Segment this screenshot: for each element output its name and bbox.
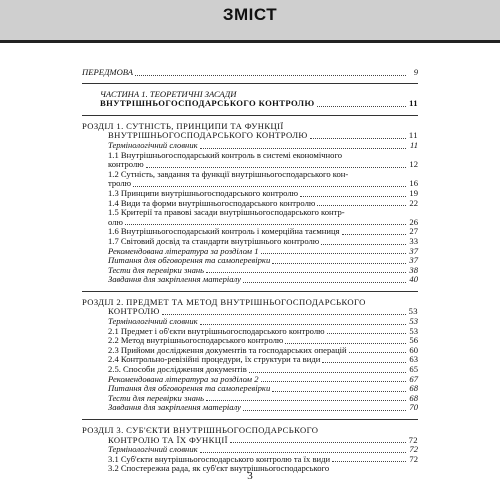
dot-leader xyxy=(243,282,406,283)
toc-entry-label: РОЗДІЛ 2. ПРЕДМЕТ ТА МЕТОД ВНУТРІШНЬОГОСПОДАРСЬКОГО xyxy=(82,296,366,307)
toc-entry-label: 2.4 Контрольно-ревізійні процедури, їх структури та види xyxy=(108,354,321,365)
toc-entry-page: 26 xyxy=(409,216,418,227)
dot-leader xyxy=(243,410,406,411)
toc-entry-label: 1.2 Сутність, завдання та функції внутрішньогосподарського кон- xyxy=(108,168,349,179)
dot-leader xyxy=(322,362,406,363)
dot-leader xyxy=(261,253,407,254)
toc-entry-label: КОНТРОЛЮ xyxy=(108,306,160,317)
toc-entry-page: 56 xyxy=(409,335,418,346)
dot-leader xyxy=(342,234,406,235)
dot-leader xyxy=(125,224,406,225)
toc-entry-page: 72 xyxy=(408,434,418,445)
toc-entry-page: 53 xyxy=(409,316,418,327)
toc-entry-label: Термінологічний словник xyxy=(108,139,198,150)
toc-entry-label: 3.1 Суб'єкти внутрішньогосподарського контролю та їх види xyxy=(108,453,331,464)
dot-leader xyxy=(272,391,406,392)
dot-leader xyxy=(146,167,406,168)
toc-entry-label: 2.5. Способи дослідження документів xyxy=(108,364,247,375)
toc-entry-page: 65 xyxy=(409,364,418,375)
toc-entry-page: 67 xyxy=(409,373,418,384)
toc-entry-page: 37 xyxy=(409,245,418,256)
table-of-contents xyxy=(82,68,418,474)
toc-entry-label: КОНТРОЛЮ ТА ЇХ ФУНКЦІЇ xyxy=(108,434,228,445)
toc-entry-label: 1.7 Світовий досвід та стандарти внутрішнього контролю xyxy=(108,235,320,246)
toc-entry-page: 27 xyxy=(409,226,418,237)
toc-entry-label: 1.4 Види та форми внутрішньогосподарського контролю xyxy=(108,197,316,208)
dot-leader xyxy=(133,186,406,187)
dot-leader xyxy=(135,75,406,76)
dot-leader xyxy=(200,148,406,149)
toc-entry-page: 53 xyxy=(408,306,418,317)
toc-entry-label: РОЗДІЛ 1. СУТНІСТЬ, ПРИНЦИПИ ТА ФУНКЦІЇ xyxy=(82,120,284,131)
toc-entry-label: тролю xyxy=(108,178,132,189)
dot-leader xyxy=(261,381,407,382)
toc-entry-label: 2.1 Предмет і об'єкти внутрішньогосподарського контролю xyxy=(108,325,325,336)
toc-entry-label: 1.5 Критерії та правові засади внутрішньогосподарського контр- xyxy=(108,207,345,218)
toc-entry-label: ЧАСТИНА 1. ТЕОРЕТИЧНІ ЗАСАДИ xyxy=(100,88,237,99)
toc-entry-tasks-2[interactable] xyxy=(82,403,418,413)
toc-entry-label: Термінологічний словник xyxy=(108,444,198,455)
toc-entry-page: 11 xyxy=(409,98,418,109)
toc-entry-label: РОЗДІЛ 3. СУБ'ЄКТИ ВНУТРІШНЬОГОСПОДАРСЬКОГО xyxy=(82,425,319,435)
toc-entry-page: 12 xyxy=(409,159,418,170)
toc-entry-page: 37 xyxy=(409,255,418,266)
toc-entry-page: 72 xyxy=(409,453,418,464)
dot-leader xyxy=(321,244,406,245)
dot-leader xyxy=(162,314,406,315)
page-number: 3 xyxy=(247,470,253,482)
toc-entry-label: Тести для перевірки знань xyxy=(108,264,205,275)
toc-entry-page: 60 xyxy=(409,344,418,355)
toc-entry-label: 2.3 Прийоми дослідження документів та господарських операцій xyxy=(108,344,347,355)
toc-entry-page: 11 xyxy=(410,139,418,150)
toc-entry-label: Питання для обговорення та самоперевірки xyxy=(108,255,271,266)
toc-entry-page: 22 xyxy=(409,197,418,208)
toc-entry-1-5[interactable] xyxy=(82,208,418,218)
toc-entry-page: 33 xyxy=(409,235,418,246)
toc-entry-page: 9 xyxy=(413,67,418,77)
toc-entry-page: 63 xyxy=(409,354,418,365)
toc-entry-label: Рекомендована література за розділом 1 xyxy=(108,245,259,256)
toc-entry-1-2[interactable] xyxy=(82,170,418,180)
dot-leader xyxy=(206,272,406,273)
toc-entry-page: 19 xyxy=(409,187,418,198)
toc-entry-label: Завдання для закріплення матеріалу xyxy=(108,274,241,285)
divider xyxy=(82,290,418,292)
toc-entry-label: 3.2 Спостережна рада, як суб'єкт внутрішньогосподарського xyxy=(108,463,330,474)
dot-leader xyxy=(272,263,406,264)
divider xyxy=(82,82,418,84)
toc-entry-label: Завдання для закріплення матеріалу xyxy=(108,402,241,413)
toc-entry-page: 68 xyxy=(409,392,418,403)
dot-leader xyxy=(310,138,406,139)
toc-entry-page: 11 xyxy=(408,130,418,141)
toc-entry-preface[interactable] xyxy=(82,68,418,78)
toc-entry-label: 1.3 Принципи внутрішньогосподарського контролю xyxy=(108,187,299,198)
dot-leader xyxy=(349,352,406,353)
dot-leader xyxy=(206,400,406,401)
dot-leader xyxy=(327,333,406,334)
toc-entry-label: ВНУТРІШНЬОГОСПОДАРСЬКОГО КОНТРОЛЮ xyxy=(100,98,315,109)
toc-entry-page: 72 xyxy=(409,444,418,455)
toc-entry-label: 1.1 Внутрішньогосподарський контроль в системі економічного xyxy=(108,149,343,160)
toc-entry-label: ВНУТРІШНЬОГОСПОДАРСЬКОГО КОНТРОЛЮ xyxy=(108,130,308,141)
toc-entry-label: Рекомендована література за розділом 2 xyxy=(108,373,259,384)
toc-entry-page: 40 xyxy=(409,274,418,285)
dot-leader xyxy=(230,442,406,443)
toc-entry-page: 38 xyxy=(409,264,418,275)
toc-entry-label: олю xyxy=(108,216,123,227)
toc-entry-part-1-cont[interactable] xyxy=(82,99,418,109)
toc-entry-label: Тести для перевірки знань xyxy=(108,392,205,403)
toc-entry-label: Питання для обговорення та самоперевірки xyxy=(108,383,271,394)
dot-leader xyxy=(317,106,406,107)
toc-entry-page: 70 xyxy=(409,402,418,413)
toc-entry-label: Термінологічний словник xyxy=(108,316,198,327)
toc-entry-page: 16 xyxy=(409,178,418,189)
dot-leader xyxy=(249,372,406,373)
toc-entry-page: 53 xyxy=(409,325,418,336)
toc-entry-label: 2.2 Метод внутрішньогосподарського контролю xyxy=(108,335,284,346)
dot-leader xyxy=(317,205,406,206)
dot-leader xyxy=(200,452,406,453)
divider xyxy=(82,418,418,420)
toc-entry-label: 1.6 Внутрішньогосподарський контроль і комерційна таємниця xyxy=(108,226,340,237)
toc-entry-page: 68 xyxy=(409,383,418,394)
toc-entry-label: контролю xyxy=(108,159,144,170)
dot-leader xyxy=(332,461,406,462)
dot-leader xyxy=(300,196,406,197)
dot-leader xyxy=(285,343,406,344)
toc-entry-tasks-1[interactable] xyxy=(82,275,418,285)
toc-entry-label: ПЕРЕДМОВА xyxy=(82,67,133,77)
divider xyxy=(82,114,418,116)
page-title: ЗМІСТ xyxy=(222,5,278,24)
dot-leader xyxy=(200,324,406,325)
